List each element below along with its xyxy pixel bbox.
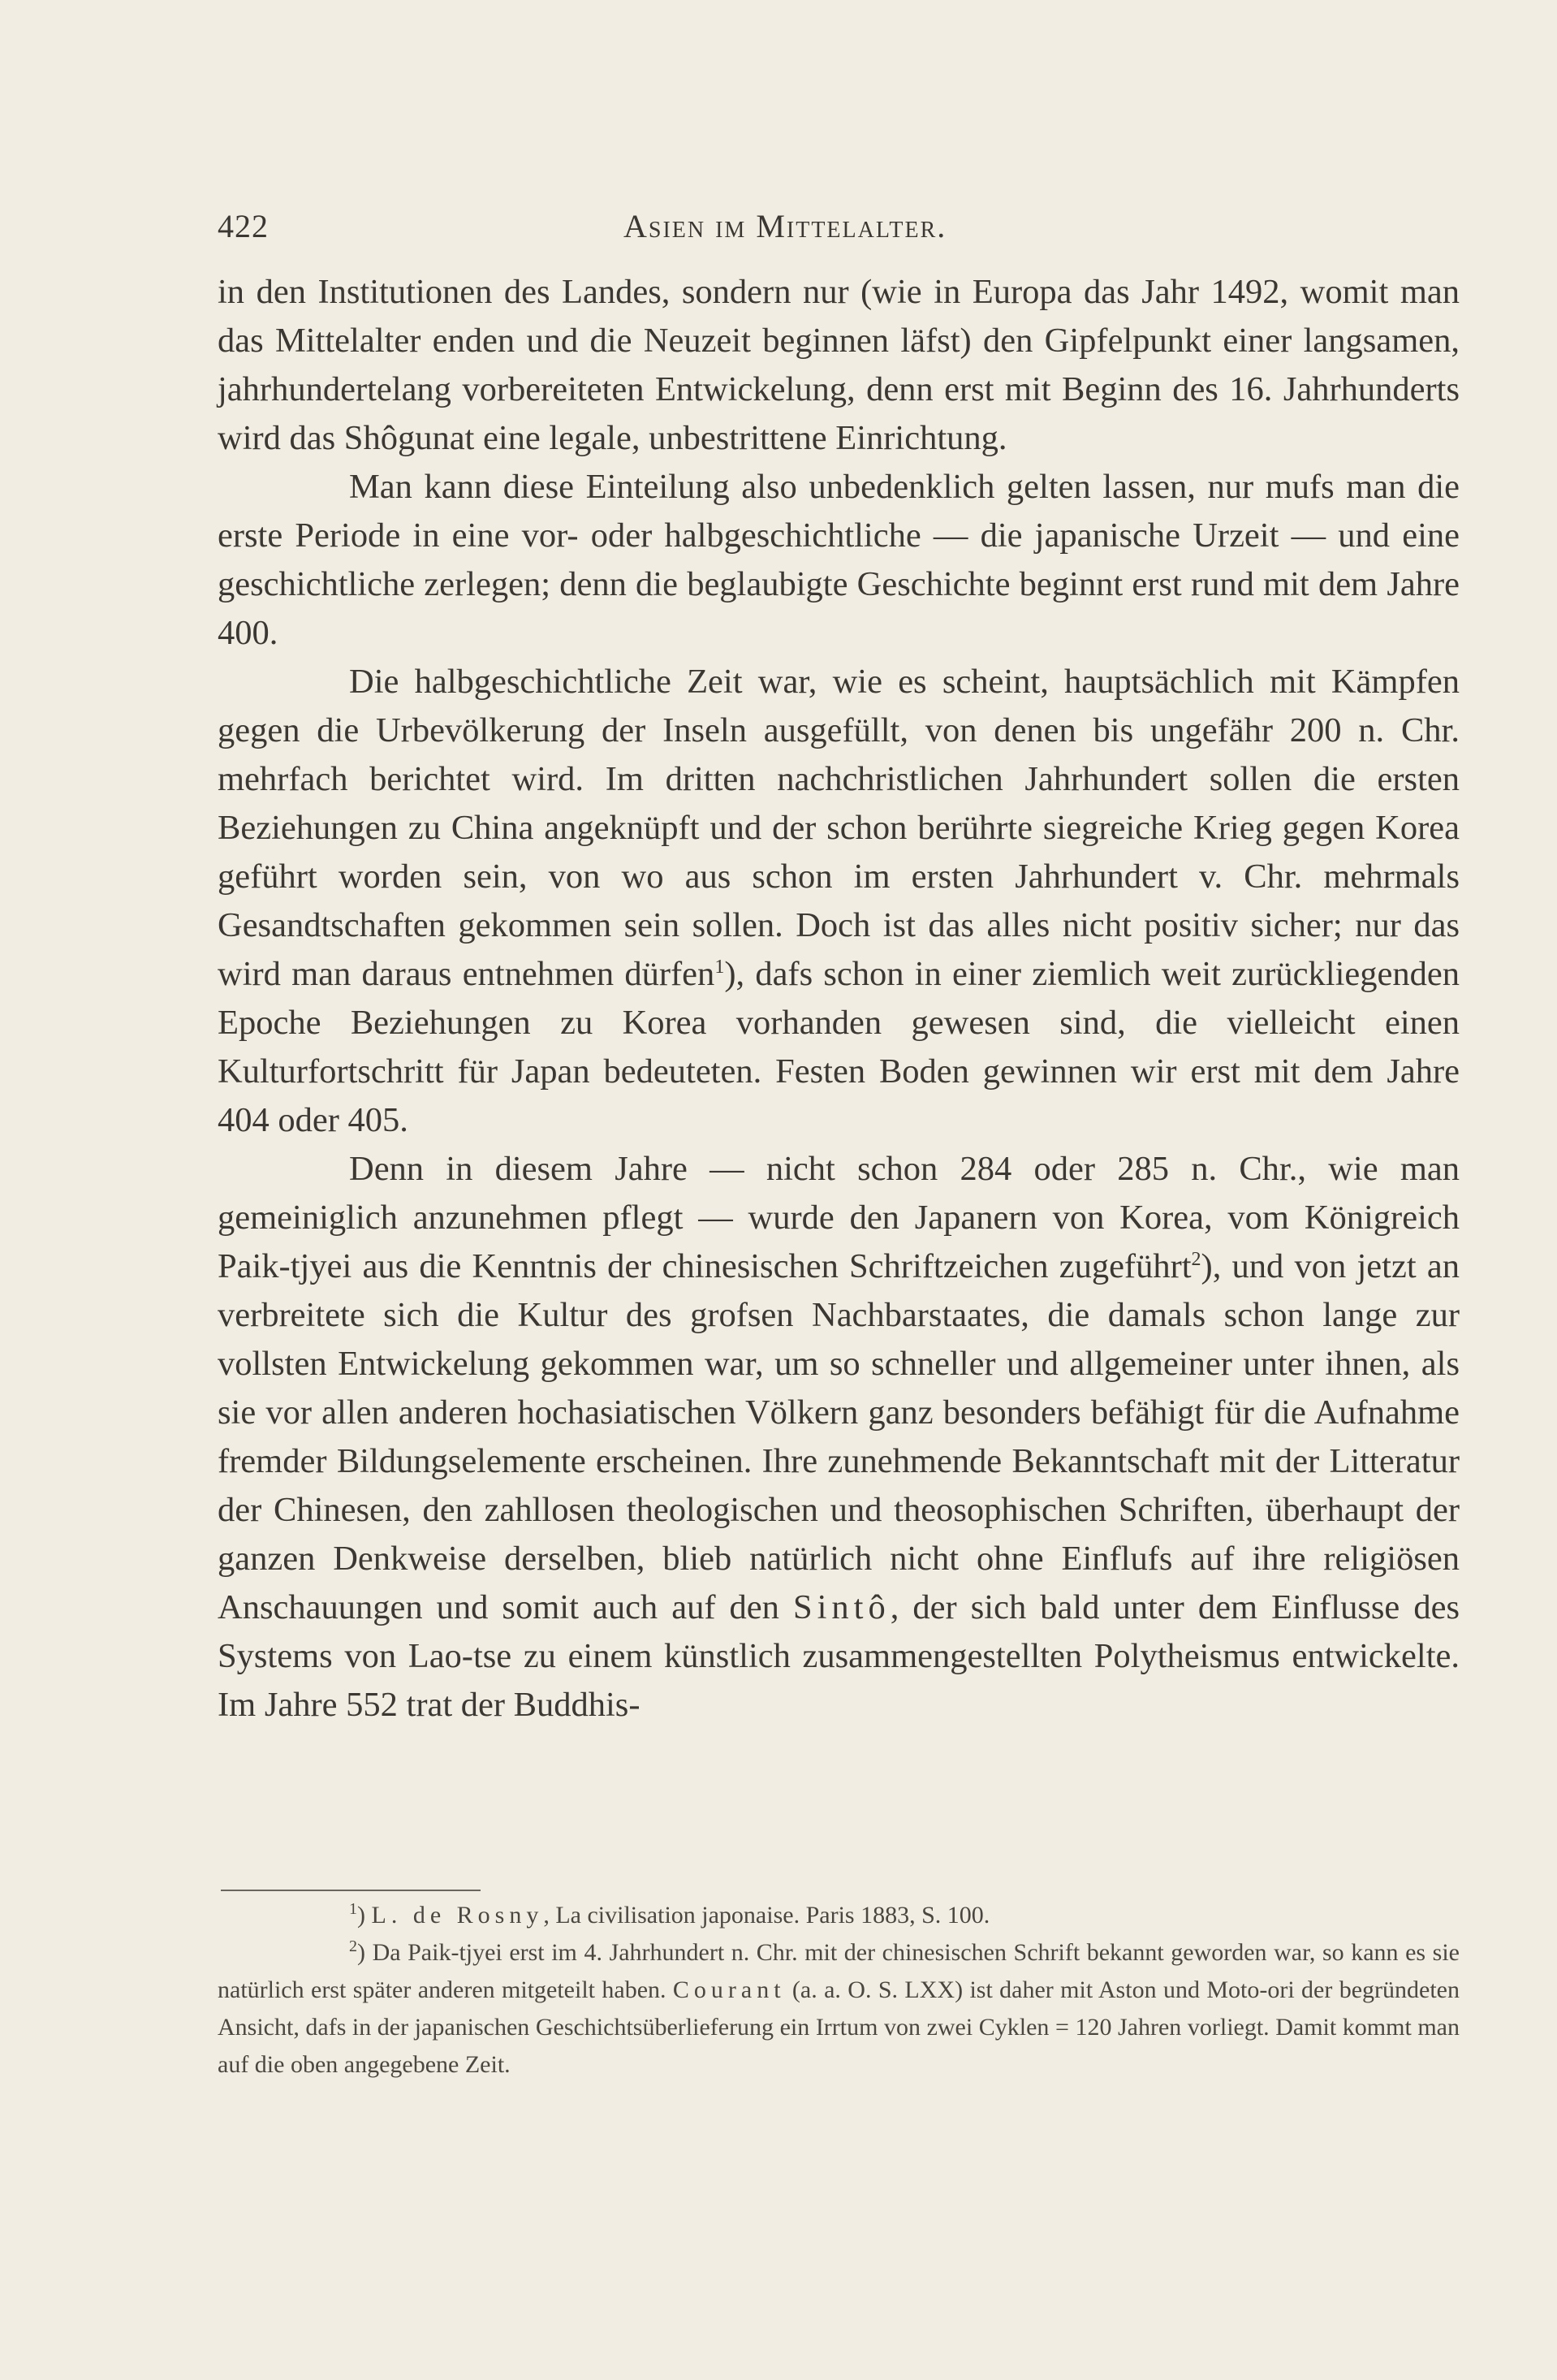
footnote-2: $^2$) Da Paik-tjyei erst im 4. Jahrhundert n. Chr. mit der chinesischen Schrift bekannt geworden war, so kann es sie natürlich erst später anderen mitgeteilt haben. Courant (a. a. O. S. LXX) ist daher mit Aston und Moto-ori der begründeten Ansicht, dafs in der japanischen Geschichtsüberlieferung ein Irrtum von zwei Cyklen = 120 Jahren vorliegt. Damit kommt man auf die oben angegebene Zeit. bbox=[218, 1937, 1460, 2078]
footnote-1-mark: 1 bbox=[349, 1900, 357, 1918]
footnote-2-text-b: (a. a. O. S. LXX) ist daher mit Aston und Moto-ori der begründeten Ansicht, dafs in der japanischen Geschichtsüberlieferung ein Irrtum von zwei Cyklen = 120 Jahren vorliegt. Damit kommt man auf die oben angegebene Zeit. bbox=[218, 1976, 1460, 2078]
footnote-ref-1[interactable]: 1 bbox=[714, 956, 725, 978]
paragraph-3-text-b: ), dafs schon in einer ziemlich weit zurückliegenden Epoche Beziehungen zu Korea vorhanden gewesen sind, die vielleicht einen Kulturfortschritt für Japan bedeuteten. Festen Boden gewinnen wir erst mit dem Jahre 404 oder 405. bbox=[218, 955, 1460, 1139]
footnotes bbox=[218, 1897, 1460, 2084]
paragraph-4 bbox=[218, 1145, 1460, 1730]
paragraph-4-text-a: Denn in diesem Jahre — nicht schon 284 oder 285 n. Chr., wie man gemeiniglich anzunehmen pflegt — wurde den Japanern von Korea, vom Königreich Paik-tjyei aus die Kenntnis der chinesischen Schriftzeichen zugeführt bbox=[218, 1150, 1460, 1285]
paragraph-2: Man kann diese Einteilung also unbedenklich gelten lassen, nur mufs man die erste Periode in eine vor- oder halbgeschichtliche — die japanische Urzeit — und eine geschichtliche zerlegen; denn die beglaubigte Geschichte beginnt erst rund mit dem Jahre 400. bbox=[218, 468, 1460, 652]
running-title: Asien im Mittelalter. bbox=[623, 208, 947, 244]
footnote-2-text-a: Da Paik-tjyei erst im 4. Jahrhundert n. Chr. mit der chinesischen Schrift bekannt geworden war, so kann es sie natürlich erst später anderen mitgeteilt haben. bbox=[218, 1939, 1460, 2003]
footnote-2-mark: 2 bbox=[349, 1937, 357, 1955]
footnote-divider bbox=[221, 1890, 481, 1891]
running-head bbox=[218, 207, 1451, 256]
paragraph-4-text-c: , der sich bald unter dem Einflusse des Systems von Lao-tse zu einem künstlich zusammengestellten Polytheismus entwickelte. Im Jahre 552 trat der Buddhis- bbox=[218, 1588, 1460, 1724]
footnote-1-author: L. de Rosny bbox=[371, 1902, 544, 1929]
paragraph-3-text-a: Die halbgeschichtliche Zeit war, wie es scheint, hauptsächlich mit Kämpfen gegen die Urbevölkerung der Inseln ausgefüllt, von denen bis ungefähr 200 n. Chr. mehrfach berichtet wird. Im dritten nachchristlichen Jahrhundert sollen die ersten Beziehungen zu China angeknüpft und der schon berührte siegreiche Krieg gegen Korea geführt worden sein, von wo aus schon im ersten Jahrhundert v. Chr. mehrmals Gesandtschaften gekommen sein sollen. Doch ist das alles nicht positiv sicher; nur das wird man daraus entnehmen dürfen bbox=[218, 663, 1460, 993]
paragraph-4-text-b: ), und von jetzt an verbreitete sich die Kultur des grofsen Nachbarstaates, die damals schon lange zur vollsten Entwickelung gekommen war, um so schneller und allgemeiner unter ihnen, als sie vor allen anderen hochasiatischen Völkern ganz besonders befähigt für die Aufnahme fremder Bildungselemente erscheinen. Ihre zunehmende Bekanntschaft mit der Litteratur der Chinesen, den zahllosen theologischen und theosophischen Schriften, überhaupt der ganzen Denkweise derselben, blieb natürlich nicht ohne Einflufs auf ihre religiösen Anschauungen und somit auch auf den bbox=[218, 1247, 1460, 1626]
footnote-ref-2[interactable]: 2 bbox=[1191, 1248, 1201, 1270]
footnote-1-text: , La civilisation japonaise. Paris 1883, S. 100. bbox=[543, 1902, 990, 1929]
spaced-term-sinto: Sintô bbox=[792, 1588, 891, 1626]
page-number: 422 bbox=[218, 208, 269, 244]
paragraph-3 bbox=[218, 658, 1460, 1145]
body-text bbox=[218, 268, 1460, 1730]
footnote-2-author: Courant bbox=[672, 1976, 786, 2003]
paragraph-1: in den Institutionen des Landes, sondern nur (wie in Europa das Jahr 1492, womit man das Mittelalter enden und die Neuzeit beginnen läfst) den Gipfelpunkt einer langsamen, jahrhundertelang vorbereiteten Entwickelung, denn erst mit Beginn des 16. Jahrhunderts wird das Shôgunat eine legale, unbestrittene Einrichtung. bbox=[218, 273, 1460, 457]
footnote-1: $^1$) L. de Rosny, La civilisation japonaise. Paris 1883, S. 100. bbox=[349, 1900, 990, 1929]
